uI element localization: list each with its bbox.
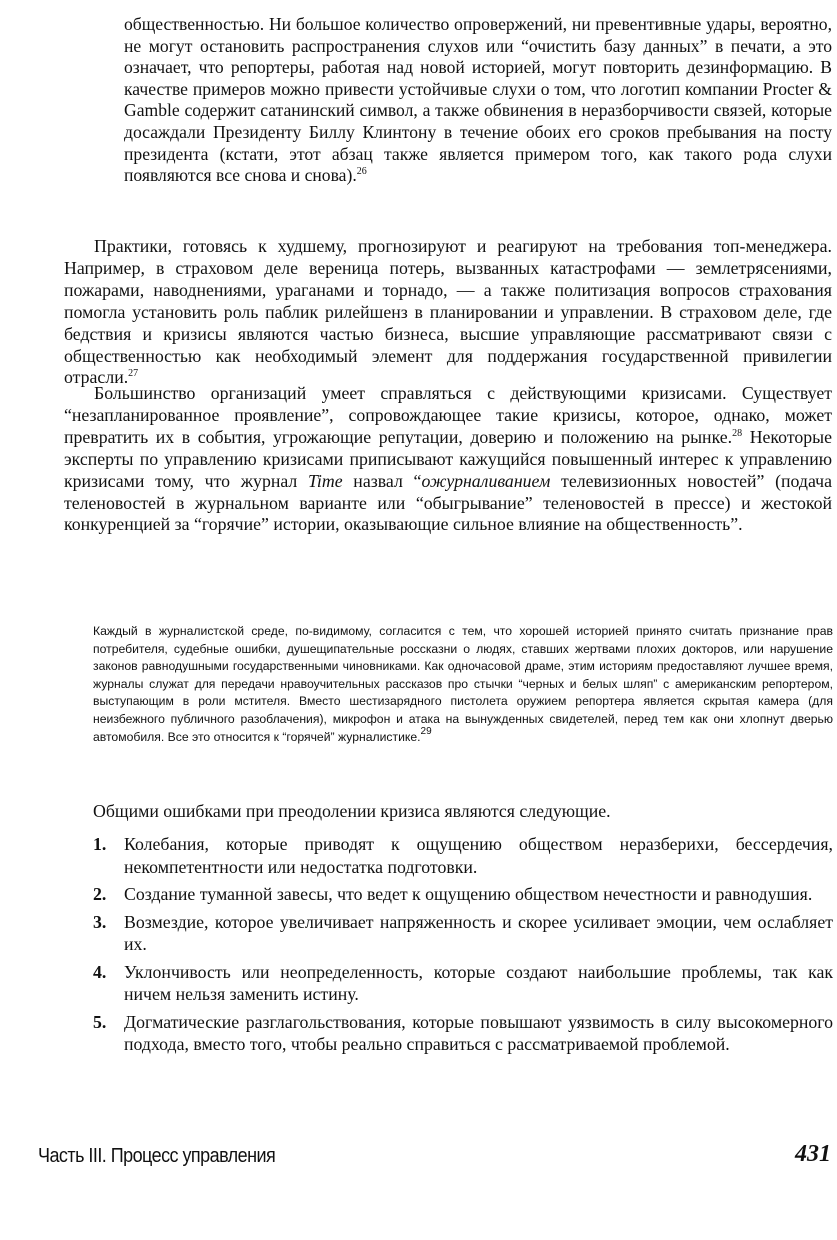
list-number: 5. — [93, 1011, 107, 1032]
magazine-title: Time — [308, 470, 343, 491]
list-item — [93, 1011, 833, 1056]
paragraph-text: телевизионных новостей” (подача теленовостей в журнальном варианте или “обыгрывание” теленовостей в прессе) и жестокой конкуренцией за “горячие” истории, оказывающие сильное влияние на общественность”. — [64, 470, 832, 535]
list-item — [93, 911, 833, 956]
list-number: 3. — [93, 911, 107, 932]
list-number: 1. — [93, 834, 107, 854]
paragraph-text: Практики, готовясь к худшему, прогнозируют и реагируют на требования топ-менеджера. Например, в страховом деле вереница потерь, вызванных катастрофами — землетрясениями, пожарами, наводнениями, ураганами и торнадо, — а также политизация вопросов страхования помогла установить роль паблик рилейшенз в планировании и управлении. В страховом деле, где бедствия и кризисы являются частью бизнеса, высшие управляющие рассматривают связи с общественностью как необходимый элемент для поддержания государственной привилегии отрасли. — [64, 236, 832, 388]
list-item-text: Уклончивость или неопределенность, которые создают наибольшие проблемы, так как ничем нельзя заменить истину. — [124, 961, 833, 1004]
footnote-ref: 26 — [356, 166, 367, 178]
paragraph-insurance — [64, 236, 832, 389]
list-item-text: Создание туманной завесы, что ведет к ощущению обществом нечестности и равнодушия. — [124, 884, 813, 904]
sidebar-quote — [93, 623, 833, 746]
quote-text: Каждый в журналистской среде, по-видимому, согласится с тем, что хорошей историей принято считать признание прав потребителя, судебные ошибки, душещипательные россказни о людях, ставших жертвами плохих докторов, или нарушение законов равнодушными государственными чиновниками. Как одночасовой драме, этим историям предоставляют лучшее время, журналы служат для передачи нравоучительных рассказов про стычки “черных и белых шляп” с американским репортером, выступающим в роли мстителя. Вместо шестизарядного пистолета оружием репортера является скрытая камера (для неизбежного публичного разоблачения), микрофон и атака на вынужденных свидетелей, перед тем как они хлопнут дверью автомобиля. Все это относится к “горячей” журналистике. — [93, 624, 833, 744]
list-item — [93, 833, 833, 878]
footnote-ref: 28 — [732, 427, 743, 439]
block-quote-continuation — [124, 14, 832, 187]
list-item-text: Догматические разглагольствования, которые повышают уязвимость в силу высокомерного подхода, вместо того, чтобы реально справиться с рассматриваемой проблемой. — [124, 1011, 833, 1054]
footnote-ref: 29 — [420, 725, 432, 737]
list-number: 4. — [93, 961, 107, 982]
list-item — [93, 961, 833, 1006]
list-number: 2. — [93, 884, 107, 904]
footnote-ref: 27 — [128, 368, 139, 380]
running-footer-section: Часть III. Процесс управления — [38, 1145, 276, 1167]
paragraph-text: Некоторые эксперты по управлению кризисами приписывают кажущийся повышенный интерес к управлению кризисами тому, что журнал — [64, 426, 832, 491]
page-number: 431 — [795, 1141, 831, 1167]
list-item-text: Возмездие, которое увеличивает напряженность и скорее усиливает эмоции, чем ослабляет их. — [124, 911, 833, 954]
quote-text: общественностью. Ни большое количество опровержений, ни превентивные удары, вероятно, не могут остановить распространения слухов или “очистить базу данных” в печати, а это означает, что репортеры, работая над новой историей, могут повторить дезинформацию. В качестве примеров можно привести устойчивые слухи о том, что логотип компании Procter & Gamble содержит сатанинский символ, а также обвинения в неразборчивости связей, которые досаждали Президенту Биллу Клинтону в течение обоих его сроков пребывания на посту президента (кстати, этот абзац также является примером того, как такого рода слухи появляются все снова и снова). — [124, 14, 832, 186]
list-intro: Общими ошибками при преодолении кризиса являются следующие. — [93, 801, 611, 821]
paragraph-crises — [64, 383, 832, 536]
paragraph-text: назвал “ — [342, 470, 422, 491]
italic-term: ожурналиванием — [421, 470, 551, 491]
list-item-text: Колебания, которые приводят к ощущению обществом неразберихи, бессердечия, некомпетентности или недостатка подготовки. — [124, 834, 833, 877]
list-item — [93, 883, 833, 906]
paragraph-text: Большинство организаций умеет справляться с действующими кризисами. Существует “незапланированное проявление”, сопровождающее такие кризисы, которое, однако, может превратить их в события, угрожающие репутации, доверию и положению на рынке. — [64, 383, 832, 447]
mistakes-list — [93, 833, 833, 1061]
